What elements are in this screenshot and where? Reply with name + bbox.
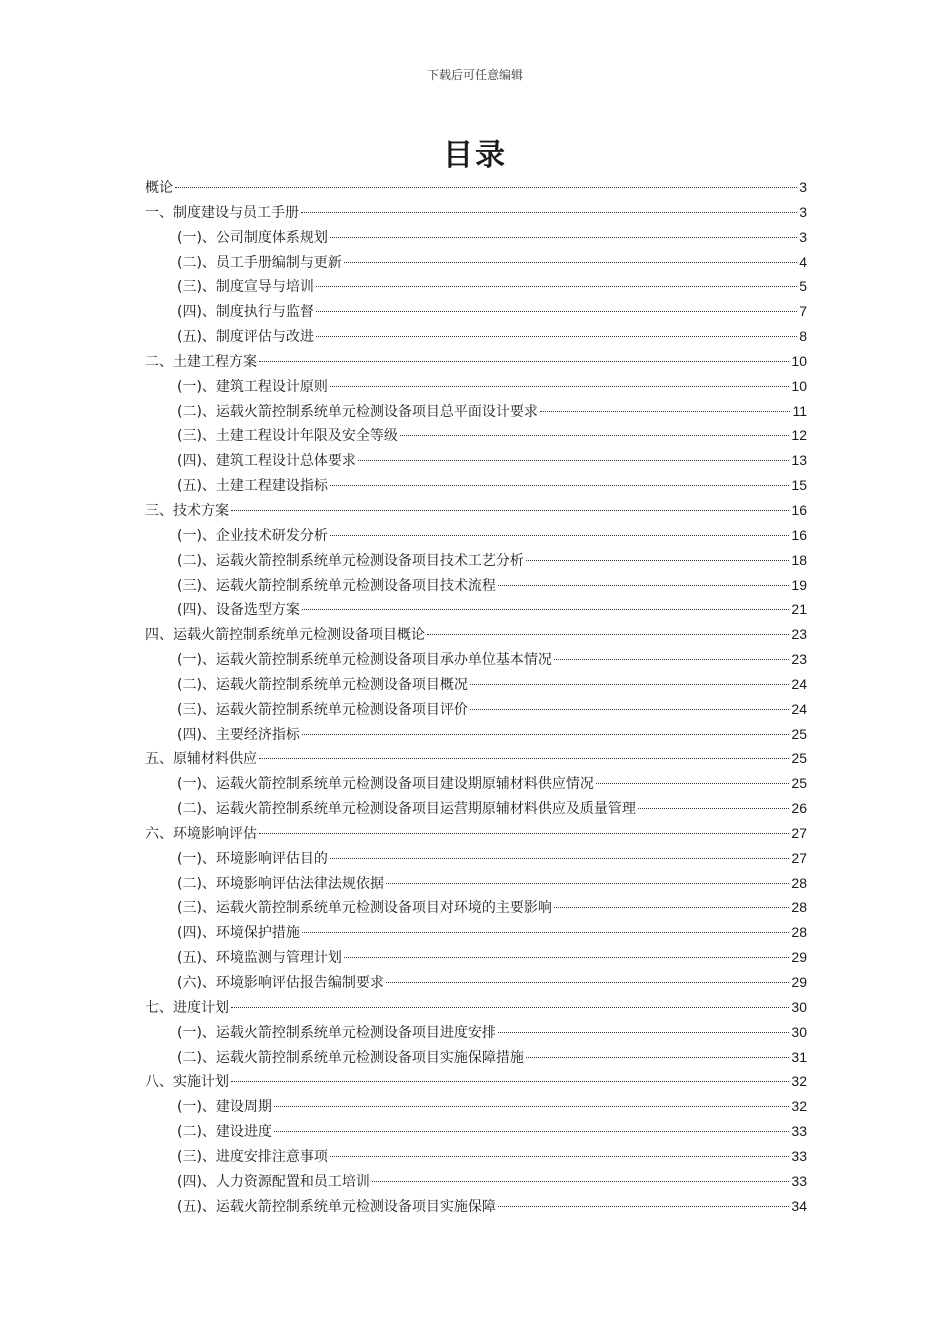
toc-leader-dots xyxy=(302,932,789,933)
toc-leader-dots xyxy=(316,286,797,287)
toc-entry-text: 五、原辅材料供应 xyxy=(145,751,257,768)
toc-entry[interactable] xyxy=(145,970,807,995)
toc-entry[interactable] xyxy=(145,349,807,374)
toc-entry[interactable] xyxy=(145,200,807,225)
toc-entry-text: 一、制度建设与员工手册 xyxy=(145,204,299,221)
toc-leader-dots xyxy=(274,1131,789,1132)
toc-leader-dots xyxy=(526,560,789,561)
toc-entry[interactable] xyxy=(145,771,807,796)
toc-entry-text: (二)、建设进度 xyxy=(177,1124,272,1141)
toc-leader-dots xyxy=(470,709,789,710)
toc-entry[interactable] xyxy=(145,871,807,896)
toc-leader-dots xyxy=(470,684,789,685)
toc-entry-page-number: 33 xyxy=(791,1147,807,1164)
toc-entry[interactable] xyxy=(145,1119,807,1144)
toc-entry-page-number: 25 xyxy=(791,775,807,792)
toc-entry[interactable] xyxy=(145,423,807,448)
toc-entry-page-number: 11 xyxy=(792,402,807,419)
toc-entry-page-number: 28 xyxy=(791,874,807,891)
toc-entry[interactable] xyxy=(145,374,807,399)
toc-entry-text: (二)、员工手册编制与更新 xyxy=(177,254,342,271)
toc-entry[interactable] xyxy=(145,647,807,672)
toc-entry-page-number: 10 xyxy=(791,377,807,394)
toc-entry-page-number: 30 xyxy=(791,998,807,1015)
toc-leader-dots xyxy=(344,262,797,263)
toc-leader-dots xyxy=(274,1106,789,1107)
toc-entry-page-number: 34 xyxy=(791,1197,807,1214)
toc-entry-text: (一)、运载火箭控制系统单元检测设备项目建设期原辅材料供应情况 xyxy=(177,776,594,793)
toc-leader-dots xyxy=(231,1007,789,1008)
toc-entry[interactable] xyxy=(145,945,807,970)
toc-entry-text: (四)、主要经济指标 xyxy=(177,726,300,743)
toc-entry-text: (二)、运载火箭控制系统单元检测设备项目技术工艺分析 xyxy=(177,552,524,569)
toc-entry-text: (一)、环境影响评估目的 xyxy=(177,850,328,867)
toc-entry[interactable] xyxy=(145,697,807,722)
toc-entry[interactable] xyxy=(145,1169,807,1194)
toc-entry-text: 六、环境影响评估 xyxy=(145,825,257,842)
toc-entry-page-number: 5 xyxy=(799,278,807,295)
toc-entry-page-number: 27 xyxy=(791,824,807,841)
toc-entry-page-number: 4 xyxy=(799,253,807,270)
toc-leader-dots xyxy=(330,535,789,536)
toc-entry[interactable] xyxy=(145,548,807,573)
toc-leader-dots xyxy=(400,435,789,436)
toc-entry[interactable] xyxy=(145,1020,807,1045)
toc-entry-page-number: 28 xyxy=(791,899,807,916)
toc-entry-page-number: 29 xyxy=(791,949,807,966)
toc-entry-page-number: 10 xyxy=(791,352,807,369)
toc-entry-page-number: 3 xyxy=(799,179,807,195)
toc-entry-text: (一)、建设周期 xyxy=(177,1099,272,1116)
toc-leader-dots xyxy=(259,758,789,759)
toc-entry[interactable] xyxy=(145,722,807,747)
toc-leader-dots xyxy=(259,361,789,362)
toc-leader-dots xyxy=(231,510,789,511)
toc-entry-text: (二)、运载火箭控制系统单元检测设备项目总平面设计要求 xyxy=(177,403,538,420)
toc-entry-text: (三)、制度宣导与培训 xyxy=(177,279,314,296)
toc-entry[interactable] xyxy=(145,746,807,771)
toc-entry-text: (二)、运载火箭控制系统单元检测设备项目概况 xyxy=(177,676,468,693)
toc-entry-page-number: 24 xyxy=(791,675,807,692)
toc-entry-text: (二)、运载火箭控制系统单元检测设备项目运营期原辅材料供应及质量管理 xyxy=(177,801,636,818)
toc-entry-page-number: 7 xyxy=(799,303,807,320)
toc-entry-text: (五)、环境监测与管理计划 xyxy=(177,950,342,967)
toc-entry-page-number: 28 xyxy=(791,924,807,941)
toc-leader-dots xyxy=(358,460,789,461)
toc-leader-dots xyxy=(330,1156,789,1157)
toc-entry-page-number: 15 xyxy=(791,477,807,494)
toc-entry[interactable] xyxy=(145,523,807,548)
toc-entry-page-number: 13 xyxy=(791,452,807,469)
toc-entry-text: (一)、建筑工程设计原则 xyxy=(177,378,328,395)
toc-entry-text: (五)、运载火箭控制系统单元检测设备项目实施保障 xyxy=(177,1198,496,1215)
toc-leader-dots xyxy=(330,386,789,387)
table-of-contents xyxy=(145,175,807,1218)
toc-leader-dots xyxy=(330,237,797,238)
toc-entry-text: 概论 xyxy=(145,180,173,196)
toc-entry-page-number: 32 xyxy=(791,1073,807,1090)
toc-leader-dots xyxy=(526,1057,789,1058)
toc-entry-page-number: 25 xyxy=(791,725,807,742)
toc-entry-text: (四)、设备选型方案 xyxy=(177,602,300,619)
toc-entry[interactable] xyxy=(145,299,807,324)
toc-entry[interactable] xyxy=(145,995,807,1020)
toc-entry[interactable] xyxy=(145,796,807,821)
toc-entry-page-number: 31 xyxy=(791,1048,807,1065)
toc-entry[interactable] xyxy=(145,175,807,200)
toc-entry-text: 七、进度计划 xyxy=(145,999,229,1016)
toc-entry-page-number: 33 xyxy=(791,1172,807,1189)
toc-entry-page-number: 24 xyxy=(791,700,807,717)
toc-leader-dots xyxy=(302,609,789,610)
toc-entry-text: (四)、环境保护措施 xyxy=(177,925,300,942)
toc-entry-text: (一)、公司制度体系规划 xyxy=(177,229,328,246)
toc-leader-dots xyxy=(554,907,789,908)
toc-entry[interactable] xyxy=(145,473,807,498)
toc-entry-page-number: 29 xyxy=(791,974,807,990)
page-header: 下载后可任意编辑 xyxy=(426,68,523,82)
toc-entry[interactable] xyxy=(145,1194,807,1219)
toc-entry[interactable] xyxy=(145,1045,807,1070)
toc-entry-page-number: 16 xyxy=(791,526,807,543)
toc-entry-text: (三)、土建工程设计年限及安全等级 xyxy=(177,428,398,445)
toc-entry-page-number: 23 xyxy=(791,626,807,643)
toc-entry[interactable] xyxy=(145,597,807,622)
toc-entry[interactable] xyxy=(145,498,807,523)
toc-entry[interactable] xyxy=(145,846,807,871)
toc-entry-page-number: 3 xyxy=(799,228,807,245)
toc-leader-dots xyxy=(386,982,789,983)
toc-entry[interactable] xyxy=(145,250,807,275)
toc-entry-text: (四)、建筑工程设计总体要求 xyxy=(177,453,356,470)
toc-entry-text: (一)、运载火箭控制系统单元检测设备项目进度安排 xyxy=(177,1024,496,1041)
toc-entry-page-number: 30 xyxy=(791,1023,807,1040)
toc-entry-text: (三)、进度安排注意事项 xyxy=(177,1148,328,1165)
toc-entry-page-number: 3 xyxy=(799,203,807,220)
toc-entry-page-number: 26 xyxy=(791,800,807,817)
toc-entry[interactable] xyxy=(145,324,807,349)
toc-entry[interactable] xyxy=(145,274,807,299)
toc-entry[interactable] xyxy=(145,1069,807,1094)
toc-leader-dots xyxy=(498,1032,789,1033)
toc-leader-dots xyxy=(540,411,791,412)
toc-entry[interactable] xyxy=(145,399,807,424)
toc-entry-text: (一)、企业技术研发分析 xyxy=(177,527,328,544)
toc-leader-dots xyxy=(301,212,797,213)
toc-entry-text: (二)、环境影响评估法律法规依据 xyxy=(177,875,384,892)
toc-entry-text: 二、土建工程方案 xyxy=(145,353,257,370)
toc-leader-dots xyxy=(231,1081,789,1082)
toc-entry-text: (五)、土建工程建设指标 xyxy=(177,478,328,495)
toc-entry-page-number: 8 xyxy=(799,328,807,345)
toc-leader-dots xyxy=(372,1181,789,1182)
toc-leader-dots xyxy=(330,485,789,486)
toc-leader-dots xyxy=(302,734,789,735)
toc-entry-page-number: 32 xyxy=(791,1098,807,1115)
toc-entry-page-number: 27 xyxy=(791,849,807,866)
toc-leader-dots xyxy=(386,883,789,884)
toc-entry[interactable] xyxy=(145,821,807,846)
toc-leader-dots xyxy=(638,808,790,809)
toc-entry-text: (四)、人力资源配置和员工培训 xyxy=(177,1173,370,1190)
toc-leader-dots xyxy=(554,659,789,660)
toc-entry[interactable] xyxy=(145,1144,807,1169)
toc-entry[interactable] xyxy=(145,672,807,697)
toc-leader-dots xyxy=(596,783,789,784)
toc-entry-text: (一)、运载火箭控制系统单元检测设备项目承办单位基本情况 xyxy=(177,652,552,669)
toc-entry-text: 八、实施计划 xyxy=(145,1074,229,1091)
toc-entry-page-number: 25 xyxy=(791,750,807,767)
toc-entry-page-number: 19 xyxy=(791,576,807,593)
toc-entry-page-number: 18 xyxy=(791,551,807,568)
toc-entry-text: (三)、运载火箭控制系统单元检测设备项目评价 xyxy=(177,701,468,718)
toc-leader-dots xyxy=(330,858,789,859)
toc-entry-text: (二)、运载火箭控制系统单元检测设备项目实施保障措施 xyxy=(177,1049,524,1066)
toc-entry-page-number: 23 xyxy=(791,651,807,668)
toc-entry-page-number: 21 xyxy=(791,601,807,618)
toc-entry-text: 四、运载火箭控制系统单元检测设备项目概论 xyxy=(145,627,425,644)
toc-entry[interactable] xyxy=(145,920,807,945)
toc-entry-text: (四)、制度执行与监督 xyxy=(177,304,314,321)
toc-entry-text: (六)、环境影响评估报告编制要求 xyxy=(177,975,384,991)
toc-leader-dots xyxy=(427,634,789,635)
toc-entry-text: (三)、运载火箭控制系统单元检测设备项目对环境的主要影响 xyxy=(177,900,552,917)
toc-entry[interactable] xyxy=(145,225,807,250)
toc-leader-dots xyxy=(316,311,797,312)
toc-entry[interactable] xyxy=(145,573,807,598)
page-title: 目录 xyxy=(443,138,507,173)
toc-entry-text: (三)、运载火箭控制系统单元检测设备项目技术流程 xyxy=(177,577,496,594)
toc-leader-dots xyxy=(175,187,797,188)
toc-entry-page-number: 33 xyxy=(791,1123,807,1140)
toc-entry[interactable] xyxy=(145,448,807,473)
toc-leader-dots xyxy=(344,957,789,958)
toc-entry[interactable] xyxy=(145,1094,807,1119)
toc-leader-dots xyxy=(259,833,789,834)
toc-entry-page-number: 12 xyxy=(791,427,807,444)
toc-leader-dots xyxy=(498,1206,789,1207)
toc-entry-page-number: 16 xyxy=(791,501,807,518)
toc-leader-dots xyxy=(498,585,789,586)
toc-entry[interactable] xyxy=(145,895,807,920)
toc-entry[interactable] xyxy=(145,622,807,647)
toc-entry-text: 三、技术方案 xyxy=(145,502,229,519)
toc-leader-dots xyxy=(316,336,797,337)
toc-entry-text: (五)、制度评估与改进 xyxy=(177,329,314,346)
